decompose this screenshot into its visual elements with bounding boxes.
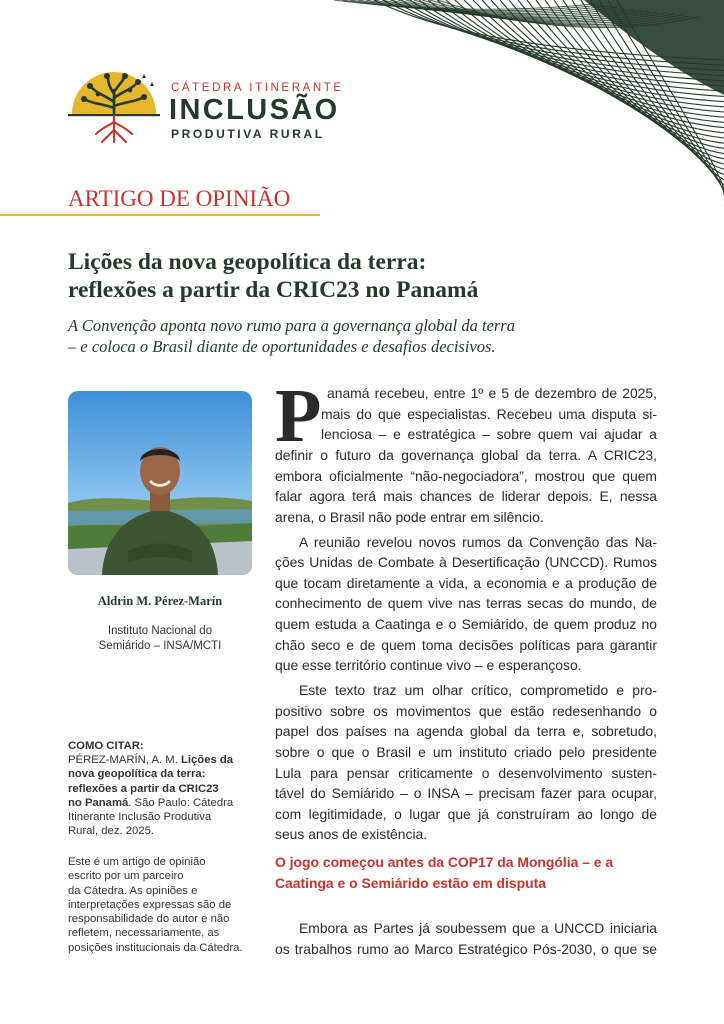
- author-photo: [68, 391, 252, 575]
- article-body: [275, 374, 657, 845]
- body-line: ções Unidas de Combate à Desertificação (UNCCD). Rumos: [275, 554, 657, 571]
- body-line: que esse território continue vivo – e esperançoso.: [275, 657, 582, 674]
- citation-line: PÉREZ-MARÍN, A. M. Lições da: [68, 754, 234, 767]
- article-subtitle: [68, 315, 668, 357]
- title-line: reflexões a partir da CRIC23 no Panamá: [68, 277, 479, 303]
- brand-line-3: PRODUTIVA RURAL: [171, 127, 325, 141]
- body-line: que tocam diretamente a vida, a economia e a produção de: [275, 574, 657, 591]
- body-line: Este texto traz um olhar crítico, comprometido e pro-: [299, 682, 657, 698]
- body-line: conhecimento de quem vive nas terras secas do mundo, de: [275, 595, 657, 612]
- citation-line: nova geopolítica da terra:: [68, 768, 206, 781]
- brand-logo: [68, 68, 358, 148]
- brand-line-1: CÁTEDRA ITINERANTE: [171, 82, 344, 94]
- body-line: A reunião revelou novos rumos da Convenção das Na-: [299, 533, 657, 550]
- section-label: ARTIGO DE OPINIÃO: [68, 186, 291, 211]
- citation-block: [68, 739, 258, 838]
- citation-heading: COMO CITAR:: [68, 740, 144, 752]
- disclaimer-line: responsabilidade do autor e não: [68, 913, 230, 926]
- citation-line: Itinerante Inclusão Produtiva: [68, 811, 212, 824]
- drop-cap: P: [275, 374, 322, 458]
- body-line: mais do que especialistas. Recebeu uma disputa si-: [321, 405, 657, 422]
- disclaimer-line: Este é um artigo de opinião: [68, 856, 206, 868]
- article-title: [68, 248, 668, 304]
- citation-line: Rural, dez. 2025.: [68, 825, 155, 838]
- body-line: definir o futuro da governança global da terra. A CRIC23,: [275, 446, 657, 463]
- body-line: falar agora terá mais chances de liderar depois. E, nessa: [275, 488, 657, 505]
- body-line: com legitimidade, o lugar que já construíram ao longo de: [275, 805, 657, 822]
- body-line: Lula para pensar criticamente o desenvolvimento susten-: [275, 764, 657, 781]
- body-line: quem estuda a Caatinga e o Semiárido, de quem produz no: [275, 616, 657, 633]
- body-line: sobre o que o Brasil e um instituto criado pelo presidente: [275, 743, 657, 760]
- paragraph-1: [275, 374, 657, 528]
- body-line: Embora as Partes já soubessem que a UNCCD iniciaria: [299, 920, 657, 936]
- disclaimer-line: interpretações expressas são de: [68, 898, 232, 911]
- author-institution: [68, 624, 252, 654]
- body-line: chão seco e de quem toma decisões políticas para garantir: [275, 636, 657, 653]
- body-line: lenciosa – e estratégica – sobre quem vai ajudar a: [321, 426, 657, 443]
- brand-line-2: INCLUSÃO: [169, 94, 340, 126]
- paragraph-4: [275, 918, 657, 959]
- body-line: tável do Semiárido – o INSA – precisam fazer para ocupar,: [275, 785, 657, 802]
- body-line: embora oficialmente “não-negociadora”, mostrou que quem: [275, 467, 657, 484]
- subtitle-line: A Convenção aponta novo rumo para a governança global da terra: [68, 316, 515, 335]
- disclaimer-line: posições institucionais da Cátedra.: [68, 941, 243, 954]
- section-subheading: [275, 852, 660, 894]
- disclaimer-line: da Cátedra. As opiniões e: [68, 884, 198, 897]
- citation-line: no Panamá. São Paulo: Cátedra: [68, 796, 234, 809]
- disclaimer-line: refletem, necessariamente, as: [68, 927, 220, 940]
- title-line: Lições da nova geopolítica da terra:: [68, 249, 427, 275]
- section-divider: [0, 214, 320, 216]
- subheading-line: Caatinga e o Semiárido estão em disputa: [275, 875, 546, 891]
- author-name: Aldrin M. Pérez-Marín: [97, 594, 223, 608]
- institution-line: Instituto Nacional do: [107, 625, 213, 637]
- paragraph-3: [275, 680, 657, 845]
- tree-sun-logo-icon: [68, 68, 160, 148]
- body-line: papel dos países na agenda global da terra e, sobretudo,: [275, 723, 657, 740]
- body-line: os trabalhos rumo ao Marco Estratégico Pós-2030, o que se: [275, 940, 657, 957]
- paragraph-2: [275, 532, 657, 677]
- body-line: anamá recebeu, entre 1º e 5 de dezembro de 2025,: [327, 385, 657, 401]
- disclaimer: [68, 855, 260, 955]
- citation-line: reflexões a partir da CRIC23: [68, 782, 219, 795]
- subheading-line: O jogo começou antes da COP17 da Mongólia – e a: [275, 854, 614, 870]
- institution-line: Semiárido – INSA/MCTI: [98, 640, 222, 652]
- decorative-wave-lines: [334, 0, 724, 215]
- body-line: arena, o Brasil não pode entrar em silêncio.: [275, 508, 544, 525]
- body-line: seus anos de existência.: [275, 826, 428, 843]
- body-line: positivo sobre os movimentos que estão redesenhando o: [275, 702, 657, 719]
- disclaimer-line: escrito por um parceiro: [68, 870, 184, 883]
- subtitle-line: – e coloca o Brasil diante de oportunidades e desafios decisivos.: [68, 337, 496, 356]
